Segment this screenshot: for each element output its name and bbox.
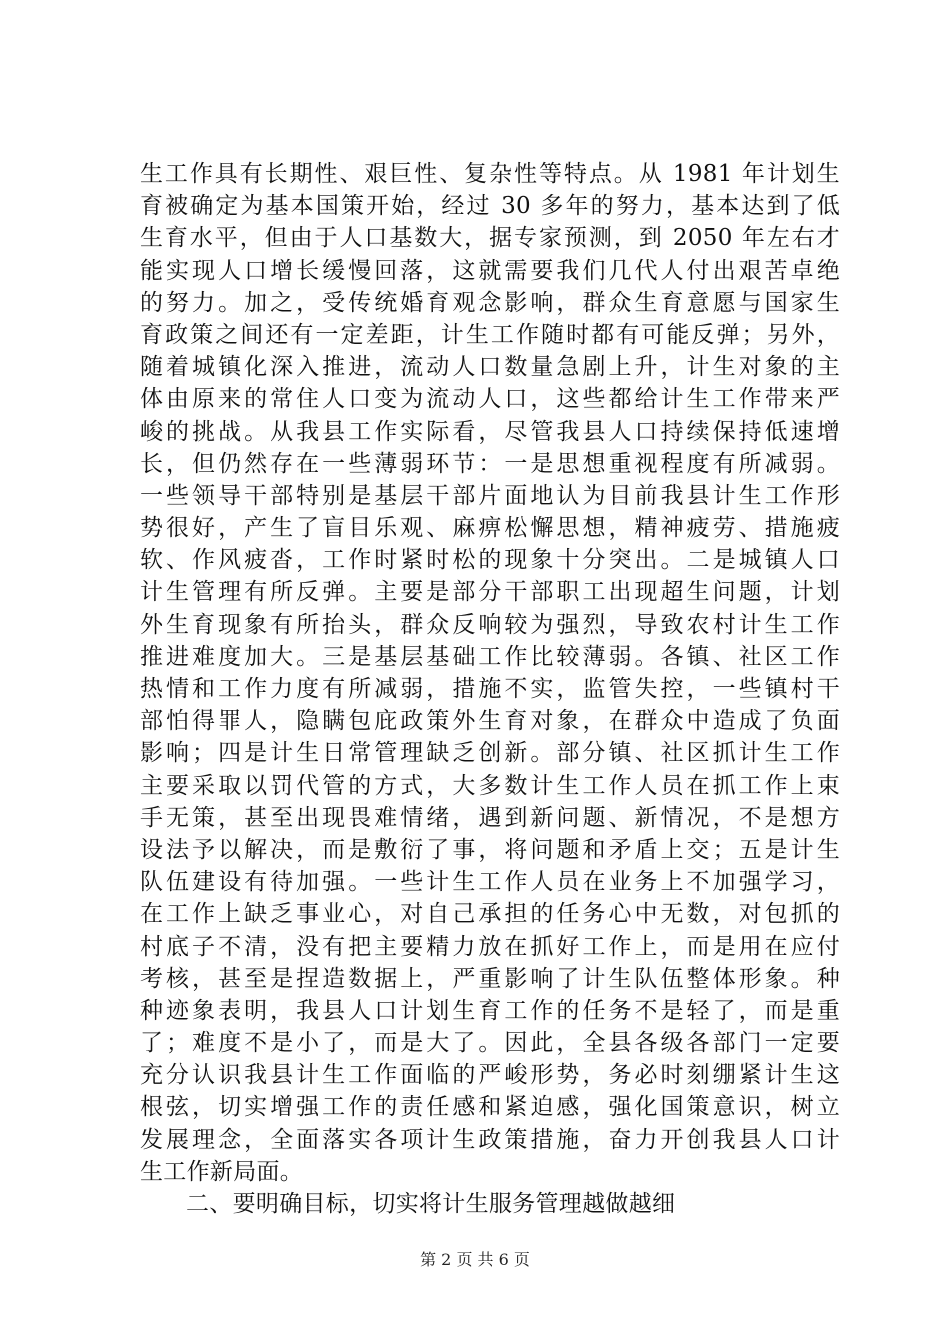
page-number-footer: 第 2 页 共 6 页 (420, 1250, 530, 1269)
text-line: 推进难度加大。三是基层基础工作比较薄弱。各镇、社区工作 (140, 643, 840, 670)
text-line: 生育水平，但由于人口基数大，据专家预测，到 2050 年左右才 (140, 225, 840, 252)
text-line: 育被确定为基本国策开始，经过 30 多年的努力，基本达到了低 (140, 193, 840, 220)
text-line: 发展理念，全面落实各项计生政策措施，奋力开创我县人口计 (140, 1126, 840, 1153)
text-line: 一些领导干部特别是基层干部片面地认为目前我县计生工作形 (140, 482, 840, 509)
text-line: 育政策之间还有一定差距，计生工作随时都有可能反弹；另外， (140, 321, 840, 348)
text-line: 随着城镇化深入推进，流动人口数量急剧上升，计生对象的主 (140, 354, 840, 381)
text-line: 计生管理有所反弹。主要是部分干部职工出现超生问题，计划 (140, 579, 840, 606)
text-line: 在工作上缺乏事业心，对自己承担的任务心中无数，对包抓的 (140, 901, 840, 928)
text-line: 充分认识我县计生工作面临的严峻形势，务必时刻绷紧计生这 (140, 1062, 840, 1089)
text-line: 考核，甚至是捏造数据上，严重影响了计生队伍整体形象。种 (140, 965, 840, 992)
document-body (140, 158, 840, 1220)
text-line: 生工作新局面。 (140, 1158, 304, 1185)
text-line: 生工作具有长期性、艰巨性、复杂性等特点。从 1981 年计划生 (140, 161, 840, 187)
text-line: 势很好，产生了盲目乐观、麻痹松懈思想，精神疲劳、措施疲 (140, 515, 840, 542)
text-line: 手无策，甚至出现畏难情绪，遇到新问题、新情况，不是想方 (140, 804, 840, 831)
section-heading: 二、要明确目标，切实将计生服务管理越做越细 (186, 1191, 676, 1217)
text-line: 影响；四是计生日常管理缺乏创新。部分镇、社区抓计生工作 (140, 740, 840, 767)
text-line: 部怕得罪人，隐瞒包庇政策外生育对象，在群众中造成了负面 (140, 708, 840, 735)
text-line: 设法予以解决，而是敷衍了事，将问题和矛盾上交；五是计生 (140, 836, 840, 863)
text-line: 村底子不清，没有把主要精力放在抓好工作上，而是用在应付 (140, 933, 840, 960)
paragraph (140, 158, 840, 1188)
text-line: 主要采取以罚代管的方式，大多数计生工作人员在抓工作上束 (140, 772, 840, 799)
text-line: 队伍建设有待加强。一些计生工作人员在业务上不加强学习， (140, 869, 840, 896)
text-line: 体由原来的常住人口变为流动人口，这些都给计生工作带来严 (140, 386, 840, 413)
text-line: 能实现人口增长缓慢回落，这就需要我们几代人付出艰苦卓绝 (140, 257, 840, 284)
text-line: 了；难度不是小了，而是大了。因此，全县各级各部门一定要 (140, 1030, 840, 1057)
text-line: 种迹象表明，我县人口计划生育工作的任务不是轻了，而是重 (140, 997, 840, 1024)
text-line: 软、作风疲沓，工作时紧时松的现象十分突出。二是城镇人口 (140, 547, 840, 574)
text-line: 外生育现象有所抬头，群众反响较为强烈，导致农村计生工作 (140, 611, 840, 638)
text-line: 长，但仍然存在一些薄弱环节：一是思想重视程度有所减弱。 (140, 450, 840, 477)
text-line: 根弦，切实增强工作的责任感和紧迫感，强化国策意识，树立 (140, 1094, 840, 1121)
text-line: 峻的挑战。从我县工作实际看，尽管我县人口持续保持低速增 (140, 418, 840, 445)
text-line: 热情和工作力度有所减弱，措施不实，监管失控，一些镇村干 (140, 676, 840, 702)
text-line: 的努力。加之，受传统婚育观念影响，群众生育意愿与国家生 (140, 289, 840, 316)
